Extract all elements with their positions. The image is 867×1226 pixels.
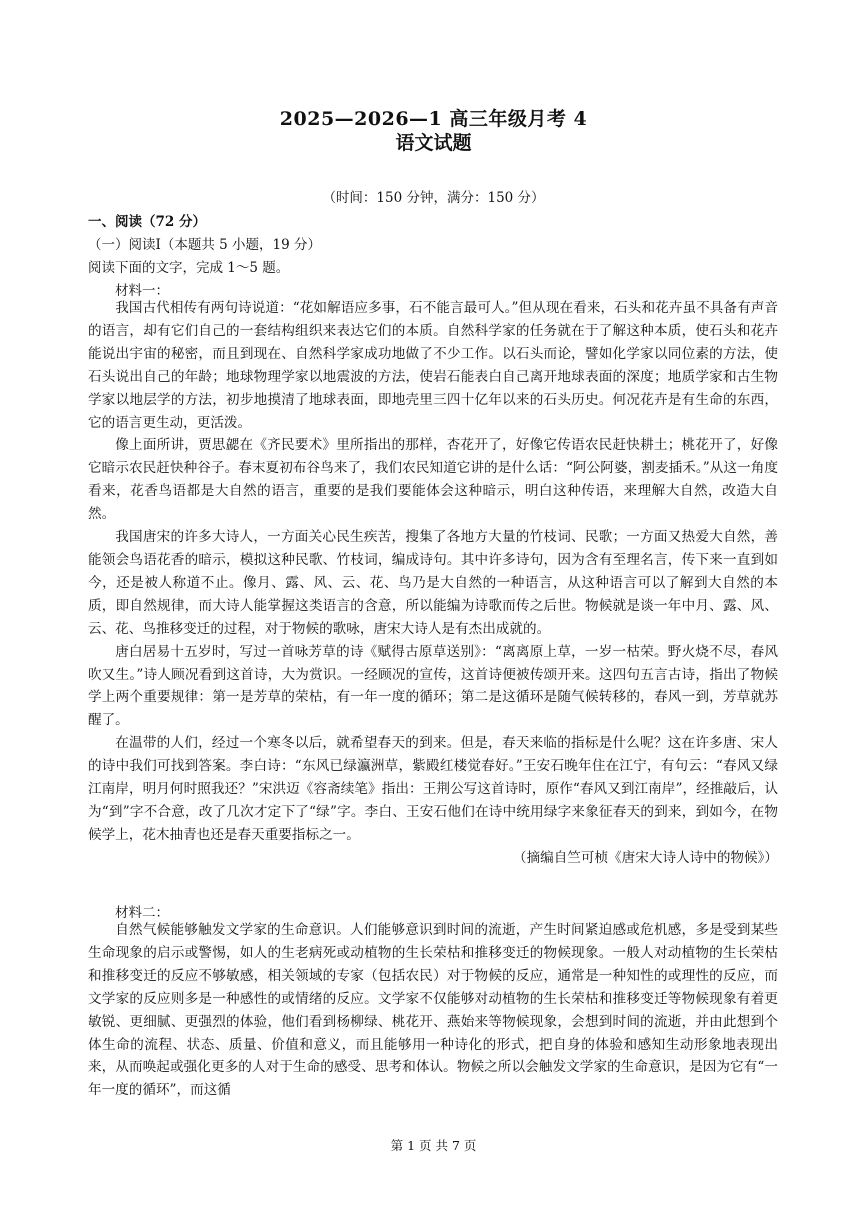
material1-paragraph: 我国唐宋的许多大诗人，一方面关心民生疾苦，搜集了各地方大量的竹枝词、民歌；一方面又热爱大自然，善能领会鸟语花香的暗示，模拟这种民歌、竹枝词，编成诗句。其中许多诗句，因为含有至理名言，传下来一直到如今，还是被人称道不止。像月、露、风、云、花、鸟乃是大自然的一种语言，从这种语言可以了解到大自然的本质，即自然规律，而大诗人能掌握这类语言的含意，所以能编为诗歌而传之后世。物候就是谈一年中月、露、风、云、花、鸟推移变迁的过程，对于物候的歌咏，唐宋大诗人是有杰出成就的。 xyxy=(88,529,778,637)
time-info: （时间：150 分钟，满分：150 分） xyxy=(322,190,545,206)
material2-paragraph: 自然气候能够触发文学家的生命意识。人们能够意识到时间的流逝，产生时间紧迫感或危机感，多是受到某些生命现象的启示或警惕，如人的生老病死或动植物的生长荣枯和推移变迁的物候现象。一般人对动植物的生长荣枯和推移变迁的反应不够敏感，相关领域的专家（包括农民）对于物候的反应，通常是一种知性的或理性的反应，而文学家的反应则多是一种感性的或情绪的反应。文学家不仅能够对动植物的生长荣枯和推移变迁等物候现象有着更敏锐、更细腻、更强烈的体验，他们看到杨柳绿、桃花开、燕始来等物候现象，会想到时间的流逝，并由此想到个体生命的流程、状态、质量、价值和意义，而且能够用一种诗化的形式，把自身的体验和感知生动形象地表现出来，从而唤起或强化更多的人对于生命的感受、思考和体认。物候之所以会触发文学家的生命意识，是因为它有“一年一度的循环”，而这循 xyxy=(88,922,778,1099)
material2-body xyxy=(88,919,778,1102)
page-footer: 第 1 页 共 7 页 xyxy=(390,1138,477,1153)
part-heading: （一）阅读Ⅰ（本题共 5 小题，19 分） xyxy=(88,237,321,253)
material1-paragraph: 像上面所讲，贾思勰在《齐民要术》里所指出的那样，杏花开了，好像它传语农民赶快耕土；桃花开了，好像它暗示农民赶快种谷子。春末夏初布谷鸟来了，我们农民知道它讲的是什么话：“阿公阿婆，割麦插禾。”从这一角度看来，花香鸟语都是大自然的语言，重要的是我们要能体会这种暗示，明白这种传语，来理解大自然，改造大自然。 xyxy=(88,437,778,523)
section-heading: 一、阅读（72 分） xyxy=(88,214,206,230)
exam-subtitle: 语文试题 xyxy=(395,132,472,154)
material1-source: （摘编自竺可桢《唐宋大诗人诗中的物候》） xyxy=(512,849,778,866)
instruction: 阅读下面的文字，完成 1～5 题。 xyxy=(88,260,290,276)
material1-paragraph: 在温带的人们，经过一个寒冬以后，就希望春天的到来。但是，春天来临的指标是什么呢？这在许多唐、宋人的诗中我们可找到答案。李白诗：“东风已绿瀛洲草，紫殿红楼觉春好。”王安石晚年住在江宁，有句云：“春风又绿江南岸，明月何时照我还？”宋洪迈《容斋续笔》指出：王荆公写这首诗时，原作“春风又到江南岸”，经推敲后，认为“到”字不合意，改了几次才定下了“绿”字。李白、王安石他们在诗中统用绿字来象征春天的到来，到如今，在物候学上，花木抽青也还是春天重要指标之一。 xyxy=(88,735,778,843)
material1-paragraph: 唐白居易十五岁时，写过一首咏芳草的诗《赋得古原草送别》：“离离原上草，一岁一枯荣。野火烧不尽，春风吹又生。”诗人顾况看到这首诗，大为赏识。一经顾况的宣传，这首诗便被传颂开来。这四句五言古诗，指出了物候学上两个重要规律：第一是芳草的荣枯，有一年一度的循环；第二是这循环是随气候转移的，春风一到，芳草就苏醒了。 xyxy=(88,643,778,729)
material1-paragraph: 我国古代相传有两句诗说道：“花如解语应多事，石不能言最可人。”但从现在看来，石头和花卉虽不具备有声音的语言，却有它们自己的一套结构组织来表达它们的本质。自然科学家的任务就在于了解这种本质，使石头和花卉能说出宇宙的秘密，而且到现在、自然科学家成功地做了不少工作。以石头而论，譬如化学家以同位素的方法，使石头说出自己的年龄；地球物理学家以地震波的方法，使岩石能表白自己离开地球表面的深度；地质学家和古生物学家以地层学的方法，初步地摸清了地球表面，即地壳里三四十亿年以来的石头历史。何况花卉是有生命的东西，它的语言更生动，更活泼。 xyxy=(88,300,778,431)
material1-label: 材料一： xyxy=(115,283,169,299)
material1-body xyxy=(88,297,778,870)
exam-title: 2025—2026—1 高三年级月考 4 xyxy=(279,108,588,130)
material2-label: 材料二： xyxy=(115,905,169,921)
